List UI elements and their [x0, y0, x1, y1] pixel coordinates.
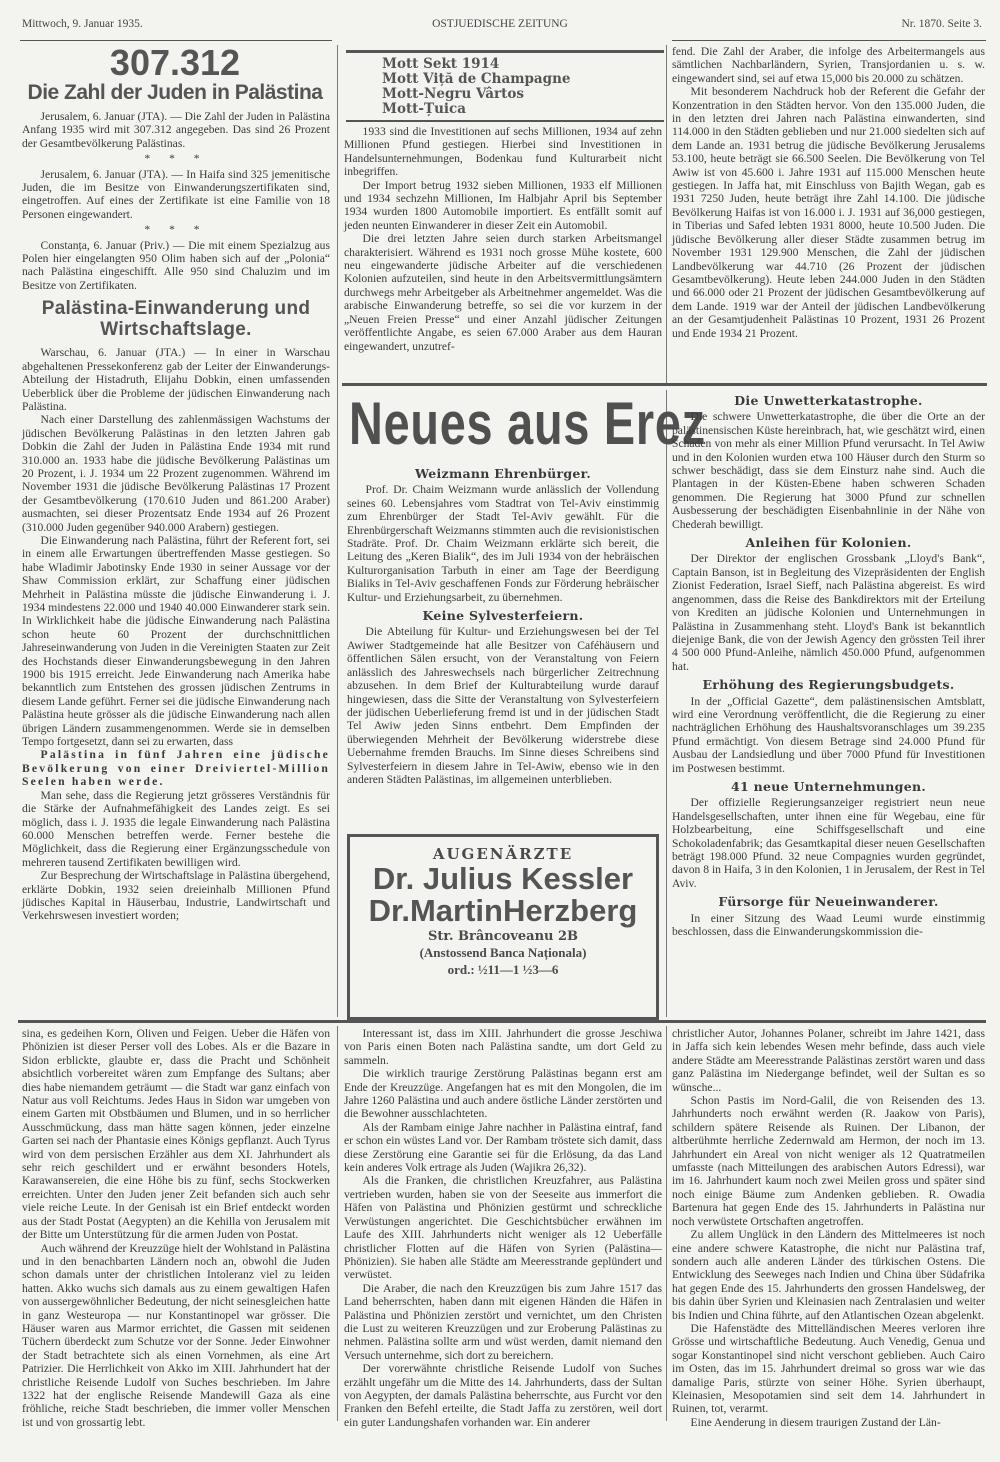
separator-stars: * * *	[144, 152, 208, 166]
article-heading: 41 neue Unternehmungen.	[730, 778, 927, 794]
ad-line: Mott-Negru Vârtos	[382, 86, 524, 102]
article-paragraph: sina, es gedeihen Korn, Oliven und Feigen. Ueber die Häfen von Phönizien ist dieser Perser voll des Lobes. Als er die Bazare in Sidon erblickte, glaubte er, dass die Pracht und Schönheit absichtlich vorbereitet wären zum Empfange des Sultans; aber dies habe niemandem geträumt — die Stadt war ganz einfach von Natur aus voll Reichtums. Jedes Haus in Sidon war umgeben von einem Garten mit Obstbäumen und Blumen, und in so herrlicher Ausschmückung, dass man hätte sagen können, jeder einzelne Garten sei nach der Phantasie eines Königs gepflanzt. Auch Tyrus wird von dem persischen Erzähler aus dem XI. Jahrhundert als sehr reich geschildert und er erwähnt besonders Hotels, Karawansereien, die eine Höhe bis zu fünf, sechs Stockwerken erreichten. Unter den Juden jener Zeit befanden sich auch sehr viele reiche Leute. In der Genisah ist ein Brief entdeckt worden aus der Stadt Postat (Aegypten) an die Kehilla von Jerusalem mit der Bitte um Unterstützung für die armen Juden von Postat.	[22, 1027, 330, 1242]
ad-address: Str. Brâncoveanu 2B	[427, 929, 579, 944]
article-paragraph: Der offizielle Regierungsanzeiger registriert neun neue Handelsgesellschaften, unter ihnen eine für Wegebau, eine für Holzbearbeitung, eine Schiffsgesellschaft und eine Schokoladenfabrik; das Gesamtkapital dieser neuen Gesellschaften beträgt 198.000 Pfund. 32 neue Compagnies wurden gegründet, davon 8 in Haifa, 3 in den Kolonien, 1 in Jerusalem, der Rest in Tel Aviv.	[672, 796, 985, 890]
article-paragraph: Der vorerwähnte christliche Reisende Ludolf von Suches erzählt ungefähr um die Mitte des 14. Jahrhunderts, dass der Sultan von Aegypten, der damals Palästina beherrschte, aus Furcht vor den Franken den Befehl erteilte, die Stadt Jaffa zu zerstören, weil dort ein guter Landungshafen vorhanden war. Ein anderer	[344, 1362, 662, 1429]
article-paragraph: Jerusalem, 6. Januar (JTA). — In Haifa sind 325 jemenitische Juden, die im Besitze von Einwanderungszertifikaten sind, eingetroffen. Auf eines der Zertifikate ist eine Familie von 18 Personen eingewandert.	[22, 167, 330, 221]
column-divider	[666, 1026, 667, 1421]
column-top-middle	[344, 125, 662, 380]
article-heading: Erhöhung des Regierungsbudgets.	[702, 677, 955, 693]
column-bottom-middle	[344, 1027, 662, 1429]
article-paragraph: fend. Die Zahl der Araber, die infolge des Arbeitermangels aus sämtlichen Nachbarländern, Syrien, Transjordanien u. s. w. eingewandert sind, sei auf etwa 15,000 bis 20.000 zu schätzen.	[672, 45, 985, 85]
article-heading: Weizmann Ehrenbürger.	[414, 466, 592, 481]
column-bottom-left	[22, 1027, 330, 1429]
column-divider	[337, 45, 338, 1017]
article-heading: Palästina-Einwanderung und Wirtschaftslage.	[41, 298, 311, 341]
article-paragraph: Die Einwanderung nach Palästina, führt der Referent fort, sei in einem alle Erwartungen übertreffenden Masse gestiegen. So habe Wladimir Jabotinsky Ende 1930 in seiner Aussage vor der Shaw Commission erklärt, zur Schaffung einer jüdischen Mehrheit in Palästina müsste die jüdische Einwanderung i. J. 1934 mindestens 22.000 und 1940 40.000 Einwanderer stark sein. In Wirklichkeit habe die jüdische Einwanderung nach Palästina schon heute 60 Prozent der durchschnittlichen Jahreseinwanderung von Juden in die Vereinigten Staaten zur Zeit des Hochstands dieser Einwanderungsbewegung in den Jahren 1900 bis 1915 erreicht. Jede Einwanderung nach Amerika habe bekanntlich zum Entstehen des grossen jüdischen Zentrums in diesem Lande geführt. Ferner sei die jüdische Einwanderung nach Palästina heute grösser als die jüdische Einwanderung nach allen übrigen Ländern zusammengenommen. Werde sie in demselben Tempo fortgesetzt, dann sei zu erwarten, dass	[22, 533, 330, 749]
column-top-left	[22, 110, 330, 1016]
article-paragraph: Die Araber, die nach den Kreuzzügen bis zum Jahre 1517 das Land beherrschten, haben dann mit eigenen Händen die Häfen in Palästina und Phönizien zerstört und vernichtet, um den Christen die Lust zu weiteren Kreuzzügen und zur Eroberung Palästinas zu nehmen. Palästina sollte arm und wüst werden, damit niemand den Versuch unternehme, sich dort zu bereichern.	[344, 1281, 662, 1362]
lead-headline: Die Zahl der Juden in Palästina	[27, 81, 323, 104]
newspaper-name: OSTJUEDISCHE ZEITUNG	[432, 18, 568, 30]
article-paragraph: Als die Franken, die christlichen Kreuzfahrer, aus Palästina vertrieben wurden, haben sie von der Seeseite aus immerfort die Häfen von Palästina und Phönizien gestürmt und schreckliche Verwüstungen angerichtet. Die Geschichtsbücher erwähnen im Laufe des XIII. Jahrhunderts nicht weniger als 12 Ueberfälle christlicher Flotten auf die Häfen von Syrien (Palästina—Phönizien). Sie haben alle Städte am Meeresstrande geplündert und verwüstet.	[344, 1174, 662, 1282]
article-paragraph: Die schwere Unwetterkatastrophe, die über die Orte an der palästinensischen Küste hereinbrach, hat, wie geschätzt wird, einen Schaden von mehr als einer Million Pfund verursacht. In Tel Awiw und in den Kolonien wurden etwa 100 Häuser durch den Sturm so schwer beschädigt, dass sie dem Einsturz nahe sind. Auch die Plantagen in der Küsten-Ebene haben schweren Schaden genommen. Die Regierung hat 3000 Pfund zur schnellen Ausbesserung der beschädigten Eisenbahnlinie in der Nähe von Chederah bewilligt.	[672, 410, 985, 531]
article-paragraph: Der Direktor der englischen Grossbank „Lloyd's Bank“, Captain Banson, ist in Begleitung des Vizepräsidenten der English Zionist Federation, Israel Sieff, nach Palästina abgereist. Es wird angenommen, dass die Reise des Bankdirektors mit der Erteilung von Krediten an jüdische Kolonien und Unternehmungen in Palästina in Zusammenhang steht. Lloyd's Bank ist bekanntlich diejenige Bank, die von der Jewish Agency den grössten Teil ihrer 4 500 000 Pfund-Anleihe, nämlich 450.000 Pfund, aufgenommen hat.	[672, 552, 985, 673]
article-paragraph: Die Hafenstädte des Mittelländischen Meeres verloren ihre Grösse und wirtschaftliche Bedeutung. Auch Venedig, Genua und sogar Konstantinopel sind nicht verschont geblieben. Auch Cairo im Osten, das im 15. Jahrhundert dreimal so gross war wie das damalige Paris, stürzte von seiner Höhe. Syrien überhaupt, Kleinasien, Mesopotamien sind seit dem 14. Jahrhundert in Ruinen, tot, verarmt.	[672, 1321, 985, 1416]
article-paragraph: In der „Official Gazette“, dem palästinensischen Amtsblatt, wird eine Verordnung veröffentlicht, die die Regierung zu einer nachträglichen Erhöhung des Haushaltsvoranschlages um 39.235 Pfund ermächtigt. Von diesem Betrage sind 24.000 Pfund für Ausbau der Landsiedlung und über 7000 Pfund für Investitionen im Postwesen bestimmt.	[672, 694, 985, 775]
lead-number-headline: 307.312	[109, 42, 241, 83]
article-heading: Anleihen für Kolonien.	[745, 535, 912, 551]
ad-office-hours: ord.: ½11—1 ½3—6	[447, 962, 559, 977]
ad-line: Mott-Țuica	[382, 101, 466, 117]
ad-line: Mott Sekt 1914	[382, 56, 500, 72]
eye-doctors-advertisement	[347, 834, 659, 1020]
ad-location-note: (Anstossend Banca Naționala)	[419, 945, 587, 960]
article-paragraph: Die Abteilung für Kultur- und Erziehungswesen bei der Tel Awiwer Stadtgemeinde hat alle Besitzer von Caféhäusern und öffentlichen Sälen ersucht, von der Veranstaltung von Feiern anlässlich des Jahreswechsels nach bürgerlicher Zeitrechnung abzusehen. In dem Brief der Kulturabteilung wurde darauf hingewiesen, dass die Sitte der Veranstaltung von Sylvesterfeiern der jüdischen Ueberlieferung fremd ist und in der jüdischen Stadt Tel Awiw jeden Sinns entbehrt. Dem Empfinden der überwiegenden Mehrheit der Bevölkerung widerstrebe diese Uebernahme fremden Brauchs. Im Sinne dieses Schreibens sind Sylvesterfeiern in diesem Jahre in Tel-Awiw, ebenso wie in den anderen Städten Palästinas, im allgemeinen unterblieben.	[347, 625, 659, 786]
article-paragraph: Nach einer Darstellung des zahlenmässigen Wachstums der jüdischen Bevölkerung Palästinas in den letzten Jahren gab Dobkin die Zahl der Juden in Palästina Ende 1934 mit rund 310.000 an. 1933 habe die jüdische Bevölkerung Palästinas um 20 Prozent, i. J. 1934 um 22 Prozent zugenommen. Während im November 1931 die jüdische Bevölkerung Palästinas 17 Prozent der Gesamtbevölkerung (170.610 Juden und 861.200 Araber) ausmachten, sei dieser Prozentsatz Ende 1934 auf 26 Prozent (310.000 Juden gegenüber 940.000 Arabern) gestiegen.	[22, 413, 330, 534]
ad-doctor-name: Dr.MartinHerzberg	[368, 893, 638, 928]
article-heading: Keine Sylvesterfeiern.	[422, 608, 584, 624]
article-paragraph: Die wirklich traurige Zerstörung Palästinas begann erst am Ende der Kreuzzüge. Angefangen hat es mit den Mongolen, die im Jahre 1260 Palästina und auch andere östliche Länder zerstörten und die Bewohner ausschlachteten.	[344, 1067, 662, 1121]
separator-stars: * * *	[144, 223, 208, 237]
article-paragraph: Constanța, 6. Januar (Priv.) — Die mit einem Spezialzug aus Polen hier eingelangten 950 Olim haben sich auf der „Polonia“ nach Palästina eingeschifft. Alle 950 sind Chaluzim und im Besitze von Zertifikaten.	[22, 238, 330, 292]
page-fold-rule	[18, 1020, 986, 1023]
article-paragraph: Man sehe, dass die Regierung jetzt grösseres Verständnis für die Stärke der Aufnahmefähigkeit des Landes zeigt. Es sei möglich, dass i. J. 1935 die legale Einwanderung nach Palästina 60.000 Menschen betreffen werde. Ferner bestehe die Möglichkeit, dass die Regierung einer Ergänzungsschedule von mehreren tausend Zertifikaten bewilligen wird.	[22, 788, 330, 869]
article-paragraph: Zur Besprechung der Wirtschaftslage in Palästina übergehend, erklärte Dobkin, 1932 seien dreieinhalb Millionen Pfund jüdisches Kapital in Häuserbau, Industrie, Landwirtschaft und Verkehrswesen investiert worden;	[22, 869, 330, 923]
column-top-right	[672, 45, 985, 380]
article-paragraph: christlicher Autor, Johannes Polaner, schreibt im Jahre 1421, dass in Jaffa sich kein lebendes Wesen mehr befinde, dass auch viele andere Städte am Meeresstrande Palästinas zerstört waren und dass ganz Palästina im Niedergange befindet, weil der Sultan es so wünsche...	[672, 1027, 985, 1094]
issue-page-number: Nr. 1870. Seite 3.	[901, 18, 982, 30]
article-paragraph: Jerusalem, 6. Januar (JTA). — Die Zahl der Juden in Palästina Anfang 1935 wird mit 307.312 angegeben. Das sind 26 Prozent der Gesamtbevölkerung Palästinas.	[22, 110, 330, 150]
article-paragraph: In einer Sitzung des Waad Leumi wurde einstimmig beschlossen, dass die Einwanderungskommission die-	[672, 911, 985, 939]
column-divider	[666, 45, 667, 383]
section-rule	[342, 383, 987, 386]
issue-date: Mittwoch, 9. Januar 1935.	[22, 18, 143, 30]
article-paragraph: Warschau, 6. Januar (JTA.) — In einer in Warschau abgehaltenen Pressekonferenz gab der Leiter der Einwanderungs-Abteilung der Histadruth, Elijahu Dobkin, einen umfassenden Ueberblick über die Probleme der jüdischen Einwanderung nach Palästina.	[22, 346, 330, 413]
article-paragraph: Eine Aenderung in diesem traurigen Zustand der Län-	[690, 1415, 941, 1429]
article-paragraph: Zu allem Unglück in den Ländern des Mittelmeeres ist noch eine andere schwere Katastrophe, die nicht nur Palästina traf, sondern auch alle anderen Länder des türkischen Ostens. Die Entwicklung des Seeweges nach Indien und China über Südafrika hat gegen Ende des 15. Jahrhunderts den grossen Handelsweg, der bis dahin über Syrien und Kleinasien nach Zentralasien und weiter bis Indien und China führte, auf den Atlantischen Ozean abgelenkt.	[672, 1228, 985, 1322]
mott-advertisement	[382, 57, 571, 117]
section-title-neues-aus-erez: Neues aus Erez	[349, 390, 706, 457]
article-paragraph: 1933 sind die Investitionen auf sechs Millionen, 1934 auf zehn Millionen Pfund gestiegen. Hierbei sind Investitionen in Handelsunternehmungen, Bodenkau fund Kulturarbeit nicht inbegriffen.	[344, 125, 662, 179]
column-right-lower	[672, 389, 985, 1017]
header-rule-middle	[346, 50, 664, 53]
article-paragraph: Auch während der Kreuzzüge hielt der Wohlstand in Palästina und in den benachbarten Ländern noch an, obwohl die Juden schon damals unter der christlichen Intoleranz viel zu leiden hatten. Akko wuchs sich damals aus zu einem gewaltigen Hafen von aussergewöhnlicher Bedeutung, der nicht seinesgleichen hatte in ganz Westeuropa — nur Konstantinopel war grösser. Die Häuser waren aus Marmor errichtet, die Gassen mit seidenen Tüchern überdeckt zum Schutze vor der Sonne. Jeder Einwohner der Stadt betrachtete sich als einen Vornehmen, als eine Art Patrizier. Die Herrlichkeit von Akko im XIII. Jahrhundert hat der christliche Reisende Ludolf von Suches beschrieben. Im Jahre 1322 hat der englische Reisende Mandewill Gaza als eine fröhliche, reiche Stadt beschrieben, die immer voller Menschen ist und von grossartig lebt.	[22, 1241, 330, 1429]
article-paragraph: Mit besonderem Nachdruck hob der Referent die Gefahr der Konzentration in den Städten hervor. Von den 135.000 Juden, die in den letzten drei Jahren nach Palästina einwanderten, sind 114.000 in den Städten geblieben und nur 21.000 siedelten sich auf dem Lande an. 1931 betrug die jüdische Bevölkerung Jerusalems 53.100, heute beträgt sie 66.500 Seelen. Die Bevölkerung von Tel Awiw ist von 45.600 i. Jahre 1931 auf 115.000 Menschen heute gestiegen. In Jaffa hat, mit Einschluss von Bajith Wegan, gab es 1931 7250 Juden, heute beträgt ihre Zahl 14.100. Die jüdische Bevölkerung Haifas ist von 16.000 i. J. 1931 auf 36,000 gestiegen, in Tiberias und Safed lebten 1931 8000, heute 10.500 Juden. Die jüdische Bevölkerung aller dieser Städte zusammen betrug im November 1931 129.900 Menschen, die Zahl der jüdischen Landbevölkerung war 44.710 (26 Prozent der jüdischen Gesamtbevölkerung). Heute leben 244.000 Juden in den Städten und 66.000 oder 21 Prozent der jüdischen Gesamtbevölkerung auf dem Lande. 1919 war der Anteil der jüdischen Landbevölkerung an der Gesamtjudenheit Palästinas 10 Prozent, 1931 26 Prozent und Ende 1934 21 Prozent.	[672, 85, 985, 340]
ad-rule	[346, 120, 664, 122]
article-paragraph: Palästina in fünf Jahren eine jüdische Bevölkerung von einer Dreiviertel-Million Seelen haben werde.	[22, 748, 330, 789]
header-rule-left	[20, 40, 332, 41]
ad-heading: AUGENÄRZTE	[432, 845, 574, 863]
column-bottom-right	[672, 1027, 985, 1429]
column-divider	[666, 390, 667, 1017]
header-rule-right	[672, 40, 986, 41]
column-divider	[337, 1026, 338, 1421]
article-paragraph: Der Import betrug 1932 sieben Millionen, 1933 elf Millionen und 1934 sechzehn Millionen, Im Halbjahr April bis September 1934 wurden 1800 Automobile importiert. Es entfällt somit auf jeden neunten Einwanderer in dieser Zeit ein Automobil.	[344, 178, 662, 232]
article-paragraph: Als der Rambam einige Jahre nachher in Palästina eintraf, fand er schon ein wüstes Land vor. Der Rambam tröstete sich damit, dass diese Zerstörung eine Garantie sei für die Erlösung, da das Land kein anderes Volk ertrage als Juden (Wajikra 26,32).	[344, 1120, 662, 1175]
column-erez	[347, 462, 659, 822]
article-paragraph: Interessant ist, dass im XIII. Jahrhundert die grosse Jeschiwa von Paris einen Boten nach Palästina sandte, um dort Geld zu sammeln.	[344, 1027, 662, 1067]
article-paragraph: Schon Pastis im Nord-Galil, die von Reisenden des 13. Jahrhunderts noch erwähnt werden (R. Jaakow von Paris), schildern spätere Reisende als Ruinen. Der Libanon, der altberühmte herrliche Zedernwald am Hermon, der noch im 13. Jahrhundert ein Areal von nicht weniger als 12 Quatratmeilen umfasste (nach Mitteilungen des arabischen Autors Edressi), war im 16. Jahrhundert kaum noch zwei Meilen gross und später sind noch einige Bäume zum Andenken geblieben. R. Owadia Bartenura hat gegen Ende des 15. Jahrhunderts in Palästina nur noch verwüstete Ortschaften angetroffen.	[672, 1094, 985, 1228]
article-paragraph: Prof. Dr. Chaim Weizmann wurde anlässlich der Vollendung seines 60. Lebensjahres vom Stadtrat von Tel-Aviv einstimmig zum Ehrenbürger der Stadt Tel-Aviv gewählt. Für die Ehrenbürgerschaft Weizmanns stimmten auch die revisionistischen Stadräte. Prof. Dr. Chaim Weizmann erklärte sich bereit, die Leitung des „Keren Bialik“, des im Juli 1934 von der hebräischen Kulturorganisation Tarbuth in einer am Tage der Beerdigung Bialiks in Tel-Aviv geschaffenen Fonds zur Förderung hebräischer Kultur- und Erziehungsarbeit, zu übernehmen.	[347, 483, 659, 604]
ad-line: Mott Viță de Champagne	[382, 71, 571, 87]
article-heading: Die Unwetterkatastrophe.	[734, 393, 923, 408]
article-paragraph: Die drei letzten Jahre seien durch starken Arbeitsmangel charakterisiert. Während es 1931 noch grosse Mühe kostete, 600 neu eingewanderte jüdische Arbeiter auf die verschiedenen Kolonien aufzuteilen, sind heute in den Arbeitsvermittlungsämtern durchwegs mehr Arbeitgeber als Arbeitnehmer angemeldet. Was die arabische Einwanderung betreffe, so sei die vor kurzem in der „Neuen Freien Presse“ und einer Anzahl jüdischer Zeitungen veröffentlichte Angabe, es seien 67.000 Araber aus dem Hauran eingewandert, unzutref-	[344, 232, 662, 353]
article-heading: Fürsorge für Neueinwanderer.	[718, 894, 939, 910]
ad-doctor-name: Dr. Julius Kessler	[372, 861, 634, 896]
